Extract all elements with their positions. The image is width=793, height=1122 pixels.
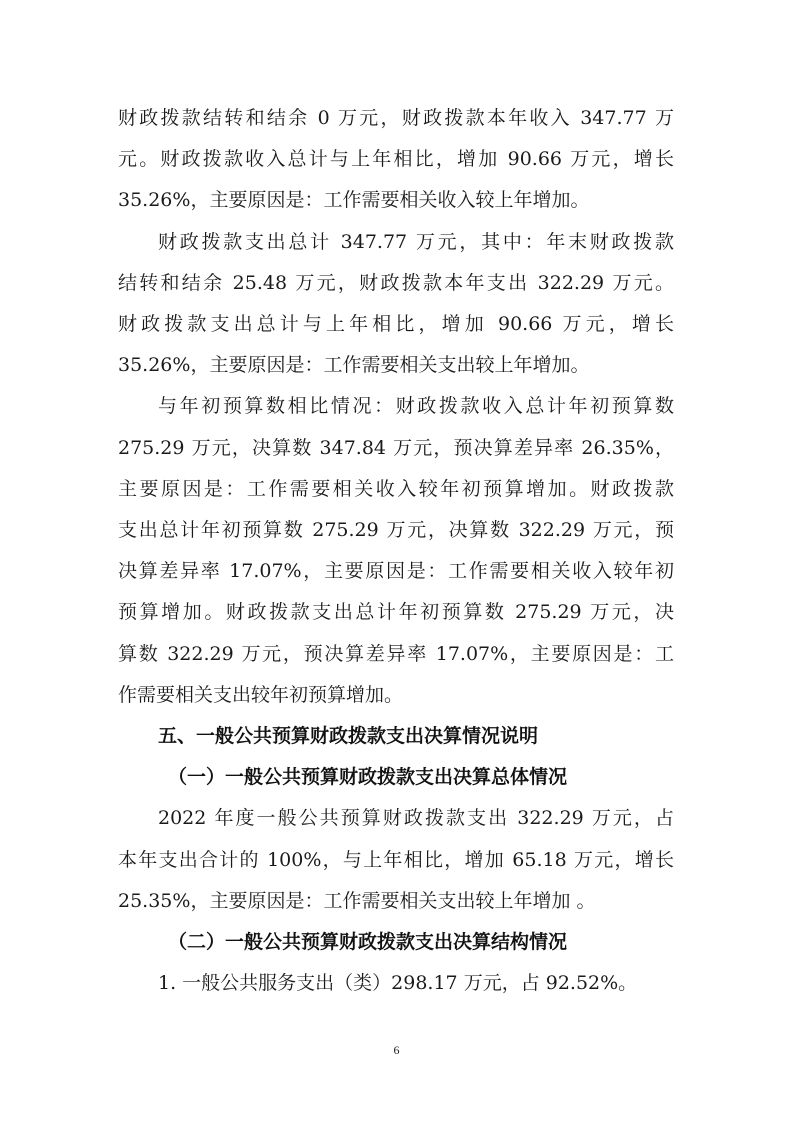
paragraph-line: 财政拨款支出总计与上年相比，增加 90.66 万元，增长 <box>118 313 674 335</box>
paragraph-line: 决算差异率 17.07%，主要原因是：工作需要相关收入较年初 <box>118 560 674 583</box>
paragraph-line: 算数 322.29 万元，预决算差异率 17.07%，主要原因是：工 <box>118 642 674 665</box>
section-heading: 五、一般公共预算财政拨款支出决算情况说明 <box>158 725 539 747</box>
paragraph-line: 财政拨款支出总计 347.77 万元，其中：年末财政拨款 <box>158 230 674 253</box>
paragraph-line: 35.26%，主要原因是：工作需要相关支出较上年增加。 <box>118 354 590 377</box>
paragraph-line: 支出总计年初预算数 275.29 万元，决算数 322.29 万元，预 <box>118 519 674 541</box>
subsection-heading: （一）一般公共预算财政拨款支出决算总体情况 <box>168 766 568 789</box>
paragraph-line: 作需要相关支出较年初预算增加。 <box>118 683 404 706</box>
page-number: 6 <box>393 1043 400 1057</box>
paragraph-line: 本年支出合计的 100%，与上年相比，增加 65.18 万元，增长 <box>118 848 674 871</box>
paragraph-line: 与年初预算数相比情况：财政拨款收入总计年初预算数 <box>158 395 674 418</box>
paragraph-line: 1. 一般公共服务支出（类）298.17 万元，占 92.52%。 <box>158 972 638 995</box>
paragraph-line: 275.29 万元，决算数 347.84 万元，预决算差异率 26.35%， <box>118 436 674 459</box>
subsection-heading: （二）一般公共预算财政拨款支出决算结构情况 <box>168 931 568 953</box>
paragraph-line: 2022 年度一般公共预算财政拨款支出 322.29 万元，占 <box>158 807 674 830</box>
paragraph-line: 25.35%，主要原因是：工作需要相关支出较上年增加 。 <box>118 889 596 912</box>
paragraph-line: 结转和结余 25.48 万元，财政拨款本年支出 322.29 万元。 <box>118 271 674 294</box>
paragraph-line: 预算增加。财政拨款支出总计年初预算数 275.29 万元，决 <box>118 601 674 624</box>
paragraph-line: 元。财政拨款收入总计与上年相比，增加 90.66 万元，增长 <box>118 148 674 171</box>
paragraph-line: 35.26%，主要原因是：工作需要相关收入较上年增加。 <box>118 189 590 212</box>
paragraph-line: 主要原因是：工作需要相关收入较年初预算增加。财政拨款 <box>118 477 674 500</box>
paragraph-line: 财政拨款结转和结余 0 万元，财政拨款本年收入 347.77 万 <box>118 107 674 129</box>
